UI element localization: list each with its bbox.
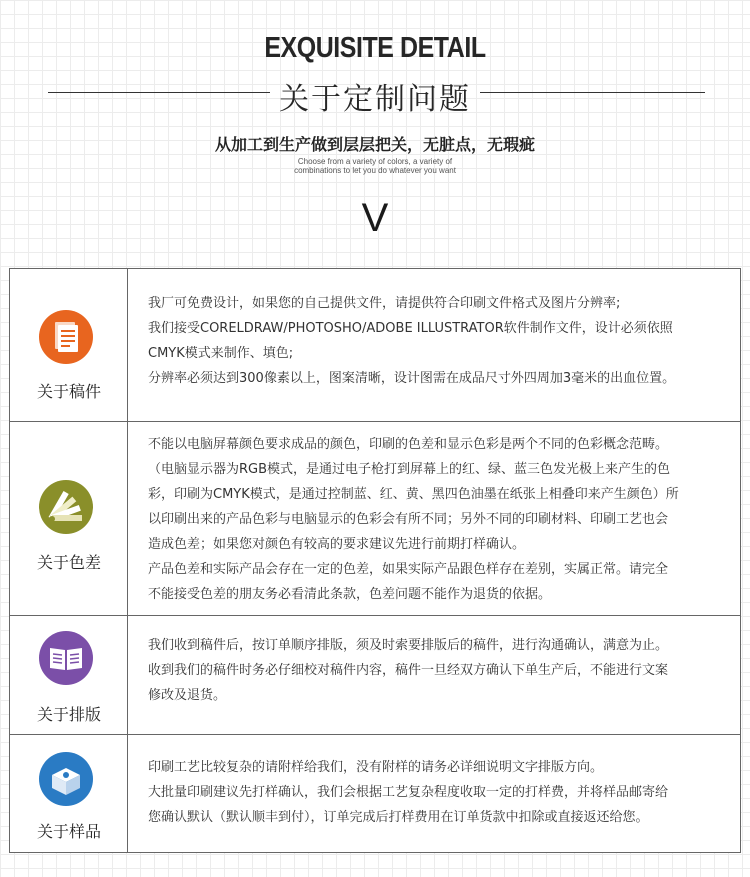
tagline-line-2: combinations to let you do whatever you want — [294, 166, 456, 175]
row-label: 关于色差 — [36, 553, 101, 572]
open-book-icon — [38, 630, 94, 686]
row-layout — [10, 616, 740, 735]
row-label: 关于样品 — [36, 822, 101, 841]
label-cell — [10, 616, 128, 734]
description-line: 造成色差；如果您对颜色有较高的要求建议先进行前期打样确认。 — [148, 537, 526, 552]
description-line: 分辨率必须达到300像素以上，图案清晰，设计图需在成品尺寸外四周加3毫米的出血位置。 — [148, 371, 676, 386]
tagline-line-1: Choose from a variety of colors, a variety of — [297, 157, 453, 166]
v-mark: V — [361, 196, 389, 240]
description-line: 以印刷出来的产品色彩与电脑显示的色彩会有所不同；另外不同的印刷材料、印刷工艺也会 — [148, 512, 669, 527]
row-description — [148, 291, 732, 391]
description-line: 我们接受CORELDRAW/PHOTOSHO/ADOBE ILLUSTRATOR软件制作文件，设计必须依照 — [148, 321, 673, 336]
color-swatch-icon — [38, 479, 94, 535]
document-icon — [38, 309, 94, 365]
label-cell — [10, 269, 128, 421]
title-chinese: 关于定制问题 — [279, 82, 471, 117]
description-line: 产品色差和实际产品会存在一定的色差，如果实际产品跟色样存在差别，实属正常。请完全 — [148, 562, 669, 577]
row-description — [148, 755, 732, 830]
row-description — [148, 633, 732, 708]
description-line: 印刷工艺比较复杂的请附样给我们，没有附样的请务必详细说明文字排版方向。 — [148, 760, 604, 775]
row-description — [148, 432, 732, 607]
description-line: （电脑显示器为RGB模式，是通过电子枪打到屏幕上的红、绿、蓝三色发光极上来产生的色 — [148, 462, 671, 477]
tagline-english — [0, 157, 750, 175]
subtitle: 从加工到生产做到层层把关，无脏点，无瑕疵 — [214, 135, 535, 154]
description-line: 我们收到稿件后，按订单顺序排版，须及时索要排版后的稿件，进行沟通确认，满意为止。 — [148, 638, 669, 653]
row-color-difference — [10, 422, 740, 616]
description-line: 修改及退货。 — [148, 688, 227, 703]
description-line: 收到我们的稿件时务必仔细校对稿件内容，稿件一旦经双方确认下单生产后，不能进行文案 — [148, 663, 669, 678]
description-line: 我厂可免费设计，如果您的自己提供文件，请提供符合印刷文件格式及图片分辨率; — [148, 296, 621, 311]
description-line: 大批量印刷建议先打样确认，我们会根据工艺复杂程度收取一定的打样费，并将样品邮寄给 — [148, 785, 669, 800]
row-samples — [10, 735, 740, 852]
row-label: 关于排版 — [36, 705, 101, 724]
title-english: EXQUISITE DETAIL — [264, 32, 486, 64]
row-label: 关于稿件 — [36, 382, 101, 401]
row-manuscript — [10, 269, 740, 422]
description-line: 您确认默认（默认顺丰到付），订单完成后打样费用在订单货款中扣除或直接返还给您。 — [148, 810, 649, 825]
description-line: 不能以电脑屏幕颜色要求成品的颜色，印刷的色差和显示色彩是两个不同的色彩概念范畴。 — [148, 437, 669, 452]
description-line: 彩，印刷为CMYK模式，是通过控制蓝、红、黄、黑四色油墨在纸张上相叠印来产生颜色）所 — [148, 487, 679, 502]
label-cell — [10, 422, 128, 615]
package-box-icon — [38, 751, 94, 807]
header — [0, 0, 750, 265]
label-cell — [10, 735, 128, 852]
description-line: 不能接受色差的朋友务必看清此条款，色差问题不能作为退货的依据。 — [148, 587, 552, 602]
info-table — [9, 268, 741, 853]
description-line: CMYK模式来制作、填色; — [148, 346, 294, 361]
